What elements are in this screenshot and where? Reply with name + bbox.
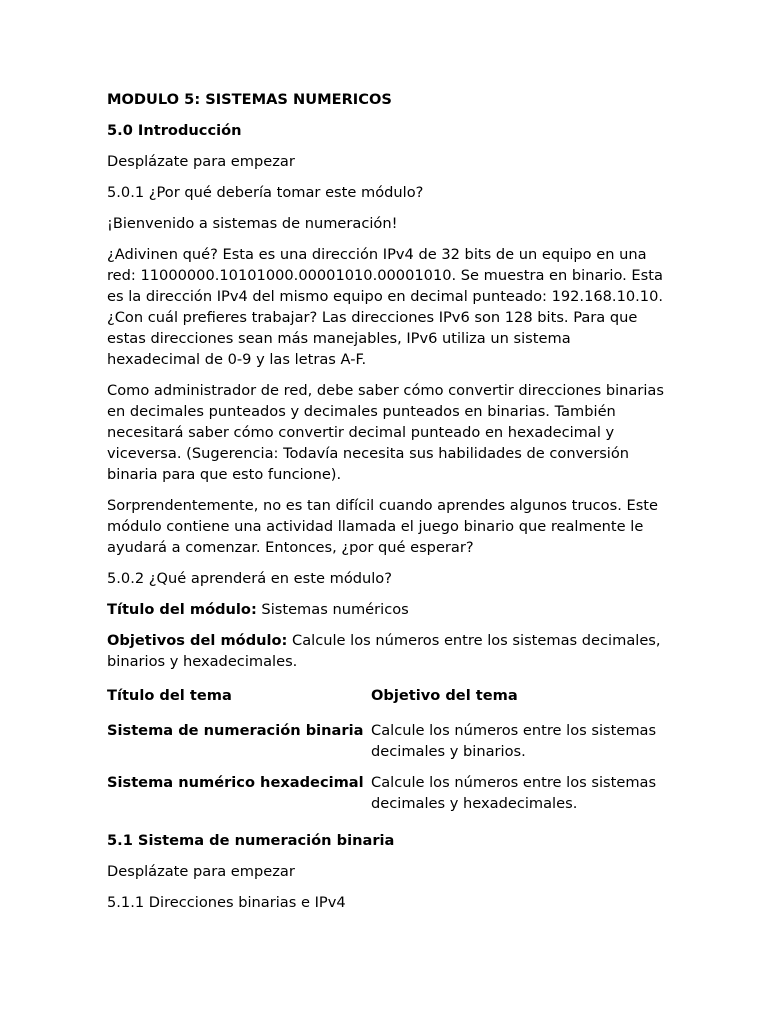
scroll-hint: Desplázate para empezar [107, 153, 295, 170]
subsection-heading-what: 5.0.2 ¿Qué aprenderá en este módulo? [107, 570, 392, 587]
section-heading-binary: 5.1 Sistema de numeración binaria [107, 832, 395, 849]
table-row-objective: Calcule los números entre los sistemas decimales y binarios. [371, 722, 657, 760]
table-header-objective: Objetivo del tema [371, 687, 518, 704]
document-page [107, 89, 667, 923]
table-header-topic: Título del tema [107, 687, 232, 704]
intro-paragraph-tricks: Sorprendentemente, no es tan difícil cuando aprendes algunos trucos. Este módulo contiene una actividad llamada el juego binario que realmente le ayudará a comenzar. Entonces, ¿por qué esperar? [107, 497, 659, 556]
table-row-topic: Sistema numérico hexadecimal [107, 774, 364, 791]
module-title-value: Sistemas numéricos [256, 601, 409, 618]
scroll-hint: Desplázate para empezar [107, 863, 295, 880]
table-row-topic: Sistema de numeración binaria [107, 722, 364, 739]
module-title: MODULO 5: SISTEMAS NUMERICOS [107, 91, 392, 108]
module-title-label: Título del módulo: [107, 601, 257, 618]
subsection-heading-why: 5.0.1 ¿Por qué debería tomar este módulo? [107, 184, 424, 201]
intro-paragraph-ipv4: ¿Adivinen qué? Esta es una dirección IPv4 de 32 bits de un equipo en una red: 11000000.10101000.00001010.00001010. Se muestra en binario. Esta es la dirección IPv4 del mismo equipo en decimal punteado: 192.168.10.10. ¿Con cuál prefieres trabajar? Las direcciones IPv6 son 128 bits. Para que estas direcciones sean más manejables, IPv6 utiliza un sistema hexadecimal de 0-9 y las letras A-F. [107, 246, 663, 368]
module-objectives-line [107, 630, 667, 672]
subsection-heading-binary-ipv4: 5.1.1 Direcciones binarias e IPv4 [107, 894, 346, 911]
section-heading-intro: 5.0 Introducción [107, 122, 242, 139]
intro-paragraph-admin: Como administrador de red, debe saber cómo convertir direcciones binarias en decimales punteados y decimales punteados en binarias. También necesitará saber cómo convertir decimal punteado en hexadecimal y viceversa. (Sugerencia: Todavía necesita sus habilidades de conversión binaria para que esto funcione). [107, 382, 664, 483]
module-objectives-value: Calcule los números entre los sistemas decimales, binarios y hexadecimales. [107, 632, 661, 670]
module-title-line [107, 599, 667, 620]
welcome-text: ¡Bienvenido a sistemas de numeración! [107, 215, 398, 232]
topics-table [107, 682, 667, 824]
module-objectives-label: Objetivos del módulo: [107, 632, 288, 649]
table-row-objective: Calcule los números entre los sistemas decimales y hexadecimales. [371, 774, 657, 812]
